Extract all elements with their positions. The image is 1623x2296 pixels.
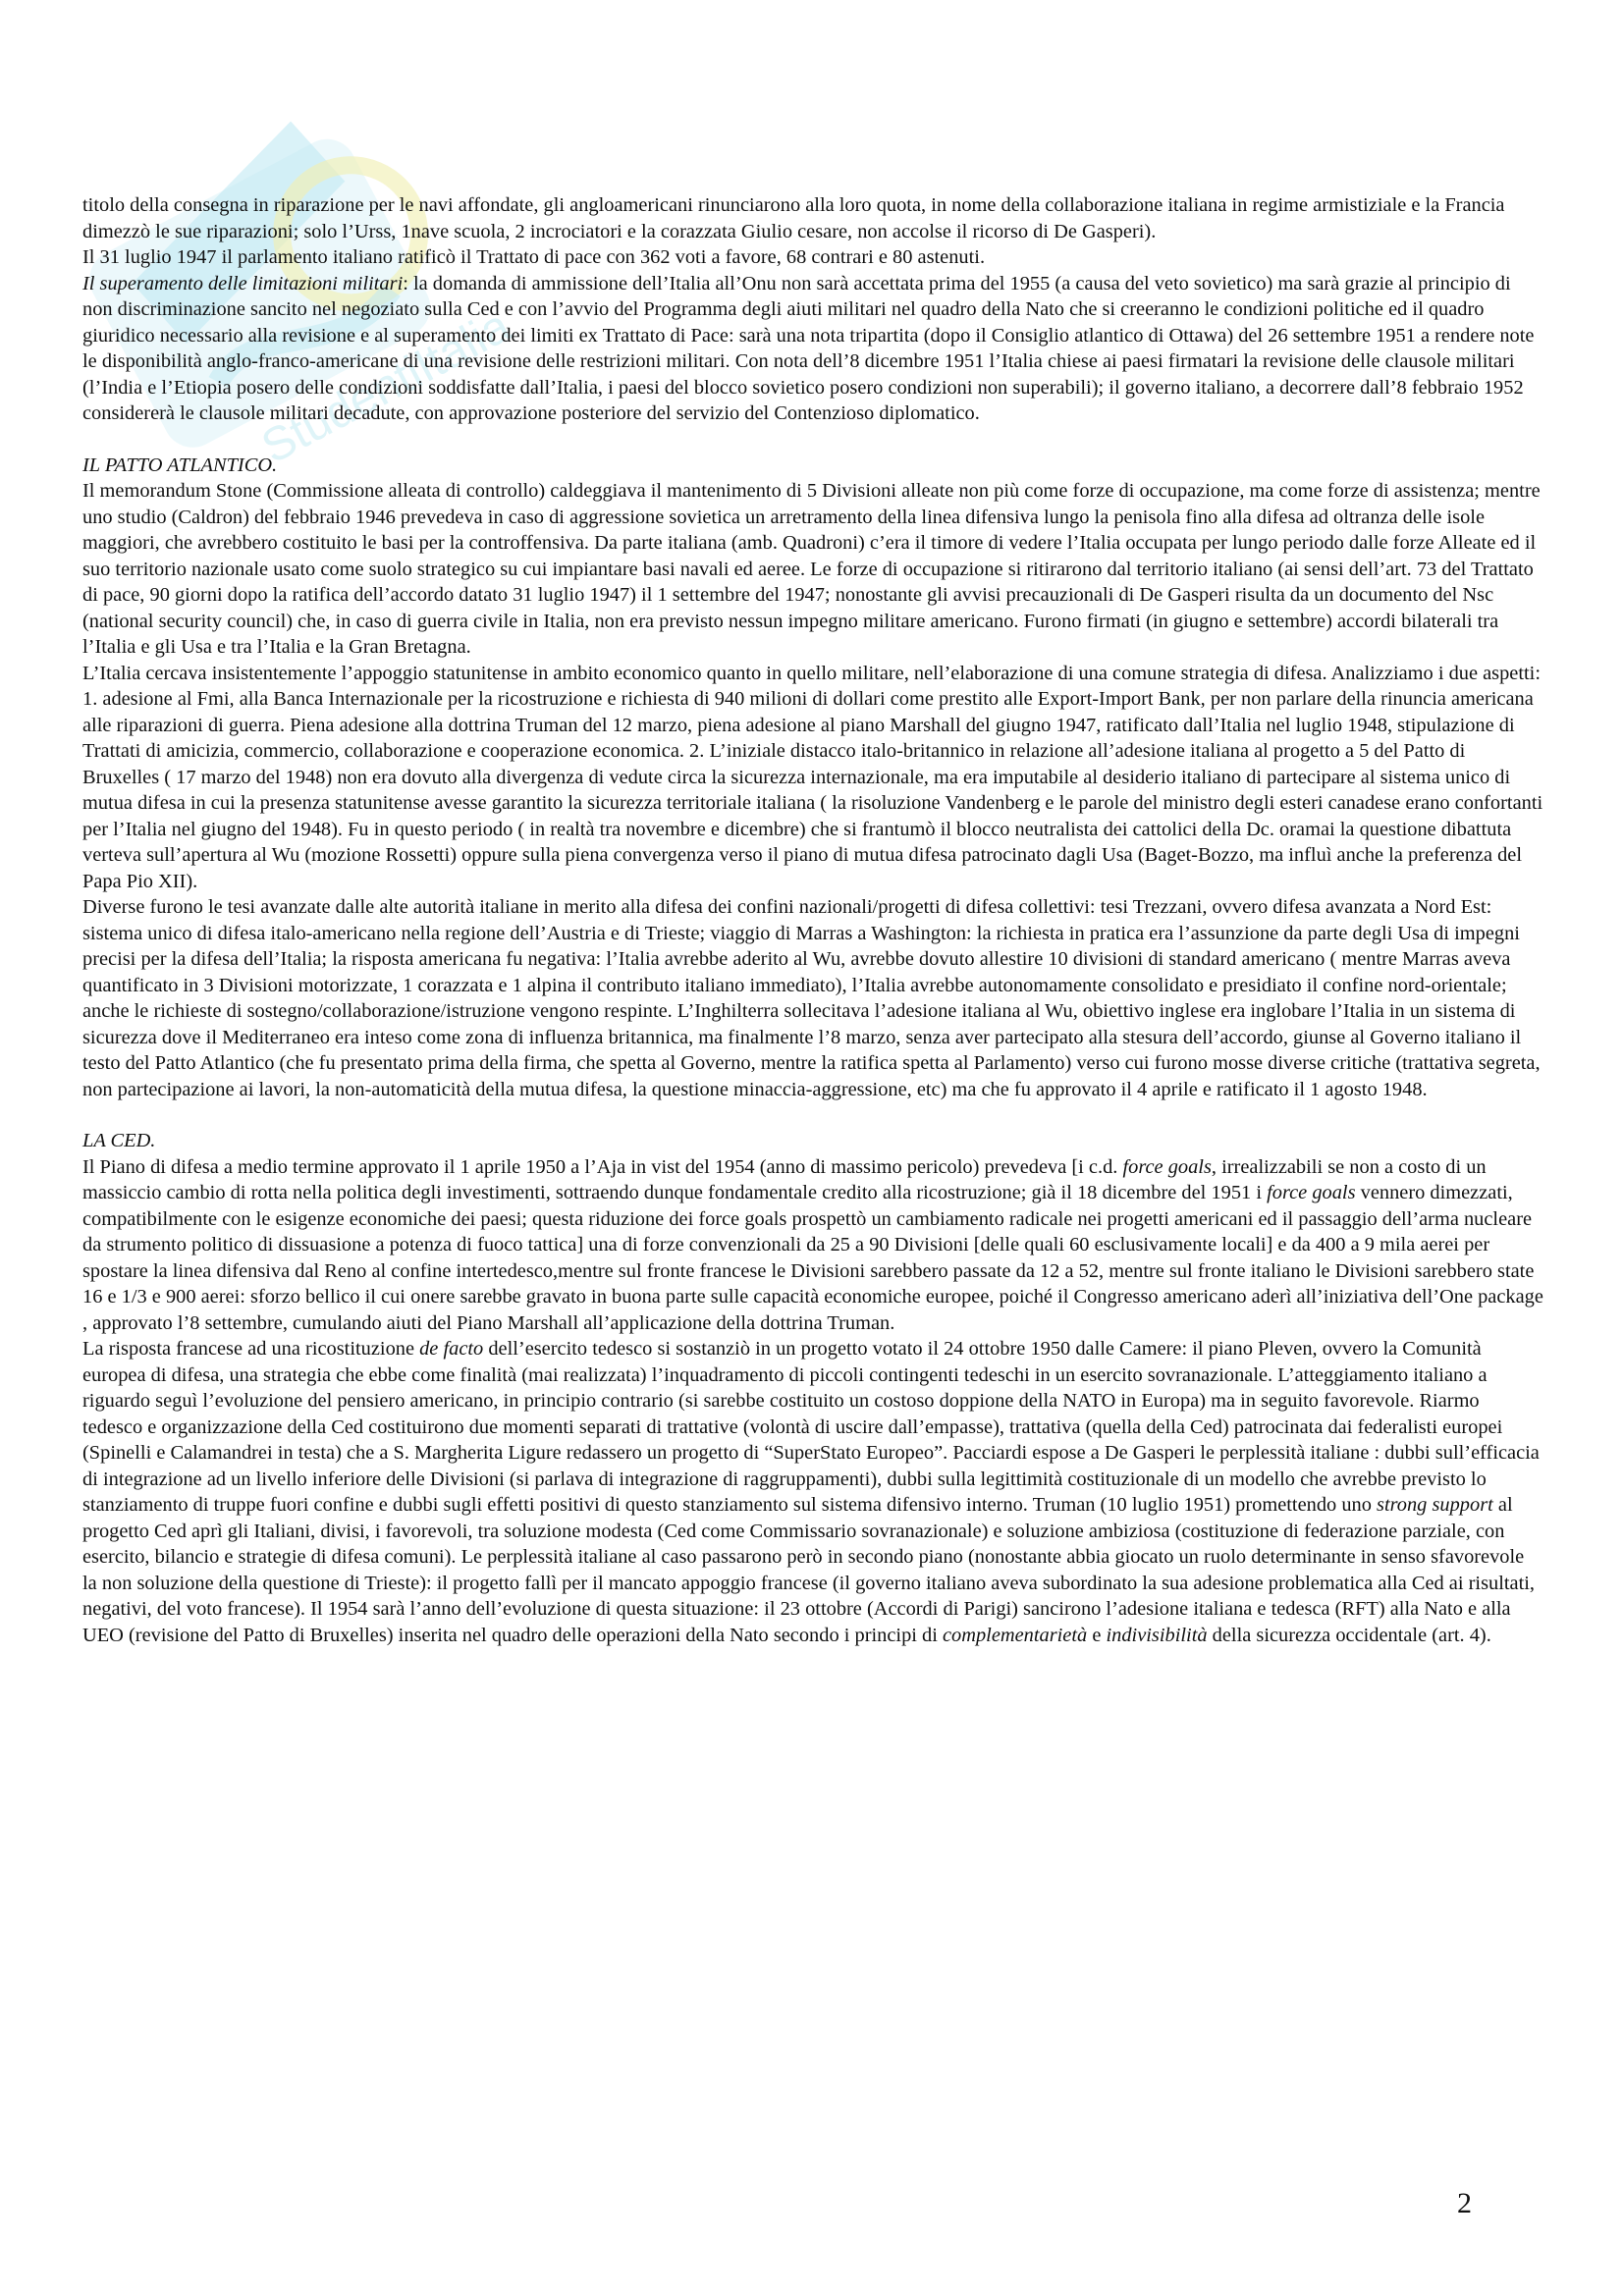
section-heading-ced: LA CED. bbox=[82, 1130, 156, 1151]
section-heading-patto-atlantico: IL PATTO ATLANTICO. bbox=[82, 454, 278, 476]
paragraph: Diverse furono le tesi avanzate dalle alte autorità italiane in merito alla difesa dei confini nazionali/progetti di difesa collettivi: tesi Trezzani, ovvero difesa avanzata a Nord Est: sistema unico di difesa italo-americano nella regione dell’Austria e di Trieste; viaggio di Marras a Washington: la richiesta in pratica era l’assunzione da parte degli Usa di impegni precisi per la difesa dell’Italia; la risposta americana fu negativa: l’Italia avrebbe aderito al Wu, avrebbe dovuto allestire 10 divisioni di standard americano ( mentre Marras aveva quantificato in 3 Divisioni motorizzate, 1 corazzata e 1 alpina il contributo italiano immediato), l’Italia avrebbe autonomamente consolidato e presidiato il confine nord-orientale; anche le richieste di sostegno/collaborazione/istruzione vengono respinte. L’Inghilterra sollecitava l’adesione italiana al Wu, obiettivo inglese era inglobare l’Italia in un sistema di sicurezza dove il Mediterraneo era inteso come zona di influenza britannica, ma finalmente l’8 marzo, senza aver partecipato alla stesura dell’accordo, giunse al Governo italiano il testo del Patto Atlantico (che fu presentato prima della firma, che spetta al Governo, mentre la ratifica spetta al Parlamento) verso cui furono mosse diverse critiche (trattativa segreta, non partecipazione ai lavori, la non-automaticità della mutua difesa, la questione minaccia-aggressione, etc) ma che fu approvato il 4 aprile e ratificato il 1 agosto 1948. bbox=[82, 896, 1541, 1100]
paragraph bbox=[82, 1336, 1543, 1648]
italic-term: force goals bbox=[1122, 1155, 1212, 1178]
paragraph bbox=[82, 271, 1543, 427]
page-number: 2 bbox=[1457, 2187, 1472, 2219]
italic-lead: Il superamento delle limitazioni militari bbox=[82, 272, 404, 294]
paragraph-text: della sicurezza occidentale (art. 4). bbox=[1207, 1624, 1491, 1646]
italic-term: complementarietà bbox=[942, 1624, 1088, 1646]
paragraph-text: dell’esercito tedesco si sostanziò in un progetto votato il 24 ottobre 1950 dalle Camere: il piano Pleven, ovvero la Comunità europea di difesa, una strategia che ebbe come finalità (mai realizzata) l’inquadramento di piccoli contingenti tedeschi in un esercito sovranazionale. L’atteggiamento italiano a riguardo seguì l’evoluzione del pensiero americano, in principio contrario (si sarebbe costituito un costoso doppione della NATO in Europa) ma in seguito favorevole. Riarmo tedesco e organizzazione della Ced costituirono due momenti separati di trattative (volontà di uscire dall’empasse), trattativa (quella della Ced) patrocinata dai federalisti europei (Spinelli e Calamandrei in testa) che a S. Margherita Ligure redassero un progetto di “SuperStato Europeo”. Pacciardi espose a De Gasperi le perplessità italiane : dubbi sull’efficacia di integrazione ad un livello inferiore delle Divisioni (si parlava di integrazione di raggruppamenti), dubbi sulla legittimità costituzionale di un modello che avrebbe previsto lo stanziamento di truppe fuori confine e dubbi sugli effetti positivi di questo stanziamento sul sistema difensivo interno. Truman (10 luglio 1951) promettendo uno bbox=[82, 1338, 1540, 1516]
paragraph: titolo della consegna in riparazione per le navi affondate, gli angloamericani rinunciarono alla loro quota, in nome della collaborazione italiana in regime armistiziale e la Francia dimezzò le sue riparazioni; solo l’Urss, 1nave scuola, 2 incrociatori e la corazzata Giulio cesare, non accolse il ricorso di De Gasperi). bbox=[82, 194, 1505, 242]
paragraph: Il memorandum Stone (Commissione alleata di controllo) caldeggiava il mantenimento di 5 Divisioni alleate non più come forze di occupazione, ma come forze di assistenza; mentre uno studio (Caldron) del febbraio 1946 prevedeva in caso di aggressione sovietica un arretramento della linea difensiva lungo la penisola fino alla difesa ad oltranza delle isole maggiori, che avrebbero costituito le basi per la controffensiva. Da parte italiana (amb. Quadroni) c’era il timore di vedere l’Italia occupata per lungo periodo dalle forze Alleate ed il suo territorio nazionale usato come suolo strategico su cui impiantare basi navali ed aeree. Le forze di occupazione si ritirarono dal territorio italiano (ai sensi dell’art. 73 del Trattato di pace, 90 giorni dopo la ratifica dell’accordo datato 31 luglio 1947) il 1 settembre del 1947; nonostante gli avvisi precauzionali di De Gasperi risulta da un documento del Nsc (national security council) che, in caso di guerra civile in Italia, non era previsto nessun impegno militare americano. Furono firmati (in giugno e settembre) accordi bilaterali tra l’Italia e gli Usa e tra l’Italia e la Gran Bretagna. bbox=[82, 480, 1541, 658]
italic-term: indivisibilità bbox=[1106, 1624, 1208, 1646]
paragraph-text: , irrealizzabili se non a costo di un massiccio cambio di rotta nella politica degli investimenti, sottraendo dunque fondamentale credito alla ricostruzione; già il 18 dicembre del 1951 i bbox=[82, 1155, 1487, 1203]
paragraph-text: Il Piano di difesa a medio termine approvato il 1 aprile 1950 a l’Aja in vist del 1954 (anno di massimo pericolo) prevedeva [i c.d. bbox=[82, 1155, 1123, 1178]
paragraph bbox=[82, 1154, 1543, 1337]
paragraph: Il 31 luglio 1947 il parlamento italiano ratificò il Trattato di pace con 362 voti a favore, 68 contrari e 80 astenuti. bbox=[82, 246, 986, 268]
italic-term: de facto bbox=[419, 1338, 484, 1360]
watermark-text: StudentiItalia bbox=[253, 299, 519, 474]
italic-term: force goals bbox=[1267, 1182, 1356, 1203]
paragraph-text: vennero dimezzati, compatibilmente con le esigenze economiche dei paesi; questa riduzione dei force goals prospettò un cambiamento radicale nei progetti americani ed il passaggio dell’arma nucleare da strumento politico di dissuasione a potenza di fuoco tattica] una di forze convenzionali da 25 a 90 Divisioni [delle quali 60 esclusivamente locali] e da 400 a 9 mila aerei per spostare la linea difensiva dal Reno al confine intertedesco,mentre sul fronte francese le Divisioni sarebbero passate da 12 a 52, mentre sul fronte italiano le Divisioni sarebbero state 16 e 1/3 e 900 aerei: sforzo bellico il cui onere sarebbe gravato in buona parte sulle capacità economiche europee, poiché il Congresso americano aderì all’iniziativa dell’One package , approvato l’8 settembre, cumulando aiuti del Piano Marshall all’applicazione della dottrina Truman. bbox=[82, 1182, 1543, 1334]
paragraph-text: La risposta francese ad una ricostituzione bbox=[82, 1338, 420, 1360]
paragraph-text: : la domanda di ammissione dell’Italia all’Onu non sarà accettata prima del 1955 (a causa del veto sovietico) ma sarà grazie al principio di non discriminazione sancito nel negoziato sulla Ced e con l’avvio del Programma degli aiuti militari nel quadro della Nato che si creeranno le condizioni politiche ed il quadro giuridico necessario alla revisione e al superamento dei limiti ex Trattato di Pace: sarà una nota tripartita (dopo il Consiglio atlantico di Ottawa) del 26 settembre 1951 a rendere note le disponibilità anglo-franco-americane di una revisione delle restrizioni militari. Con nota dell’8 dicembre 1951 l’Italia chiese ai paesi firmatari la revisione delle clausole militari (l’India e l’Etiopia posero delle condizioni soddisfatte dall’Italia, i paesi del blocco sovietico posero condizioni non superabili); il governo italiano, a decorrere dall’8 febbraio 1952 considererà le clausole militari decadute, con approvazione posteriore del servizio del Contenzioso diplomatico. bbox=[82, 272, 1535, 424]
italic-term: strong support bbox=[1377, 1494, 1493, 1516]
paragraph-text: al progetto Ced aprì gli Italiani, divisi, i favorevoli, tra soluzione modesta (Ced come Commissario sovranazionale) e soluzione ambiziosa (costituzione di federazione parziale, con esercito, bilancio e strategie di difesa comuni). Le perplessità italiane al caso passarono però in secondo piano (nonostante abbia giocato un ruolo determinante in senso sfavorevole la non soluzione della questione di Trieste): il progetto fallì per il mancato appoggio francese (il governo italiano aveva subordinato la sua adesione problematica alla Ced ai risultati, negativi, del voto francese). Il 1954 sarà l’anno dell’evoluzione di questa situazione: il 23 ottobre (Accordi di Parigi) sancirono l’adesione italiana e tedesca (RFT) alla Nato e alla UEO (revisione del Patto di Bruxelles) inserita nel quadro delle operazioni della Nato secondo i principi di bbox=[82, 1494, 1536, 1646]
document-body bbox=[82, 192, 1543, 1648]
paragraph-text: e bbox=[1087, 1624, 1107, 1646]
paragraph: L’Italia cercava insistentemente l’appoggio statunitense in ambito economico quanto in quello militare, nell’elaborazione di una comune strategia di difesa. Analizziamo i due aspetti: 1. adesione al Fmi, alla Banca Internazionale per la ricostruzione e richiesta di 940 milioni di dollari come prestito alle Export-Import Bank, per non parlare della rinuncia americana alle riparazioni di guerra. Piena adesione alla dottrina Truman del 12 marzo, piena adesione al piano Marshall del giugno 1947, ratificato dall’Italia nel luglio 1948, stipulazione di Trattati di amicizia, commercio, collaborazione e cooperazione economica. 2. L’iniziale distacco italo-britannico in relazione all’adesione italiana al progetto a 5 del Patto di Bruxelles ( 17 marzo del 1948) non era dovuto alla divergenza di vedute circa la sicurezza internazionale, ma era imputabile al desiderio italiano di partecipare al sistema unico di mutua difesa in cui la presenza statunitense avesse garantito la sicurezza territoriale italiana ( la risoluzione Vandenberg e le parole del ministro degli esteri canadese erano confortanti per l’Italia nel giugno del 1948). Fu in questo periodo ( in realtà tra novembre e dicembre) che si frantumò il blocco neutralista dei cattolici della Dc. oramai la questione dibattuta verteva sull’apertura al Wu (mozione Rossetti) oppure sulla piena convergenza verso il piano di mutua difesa patrocinato dagli Usa (Baget-Bozzo, ma influì anche la preferenza del Papa Pio XII). bbox=[82, 662, 1543, 892]
